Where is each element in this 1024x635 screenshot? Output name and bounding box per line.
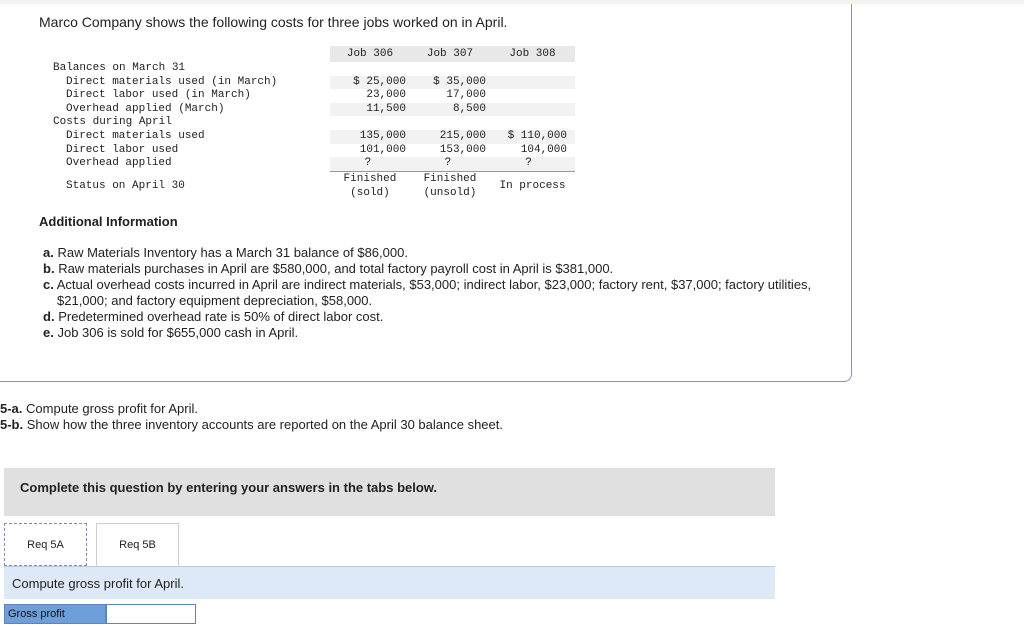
table-row	[39, 103, 575, 117]
intro-text: Marco Company shows the following costs for three jobs worked on in April.	[39, 14, 508, 30]
cell-value: 215,000	[410, 130, 490, 144]
header-job-306: Job 306	[330, 46, 410, 62]
gross-profit-label: Gross profit	[4, 604, 106, 624]
cell-value	[490, 89, 575, 103]
list-item: e. Job 306 is sold for $655,000 cash in April.	[43, 325, 299, 340]
cell-value: $ 35,000	[410, 76, 490, 90]
gross-profit-input[interactable]	[106, 604, 196, 624]
requirement-5b: 5-b. Show how the three inventory accounts are reported on the April 30 balance sheet.	[0, 417, 503, 432]
section-costs: Costs during April	[53, 116, 172, 129]
row-label: Overhead applied	[66, 157, 172, 170]
additional-info-list	[43, 245, 823, 341]
row-label: Direct labor used (in March)	[66, 89, 251, 102]
status-row	[39, 171, 575, 186]
status-job-306-line2: (sold)	[350, 186, 390, 199]
list-item: d. Predetermined overhead rate is 50% of direct labor cost.	[43, 309, 384, 324]
instruction-banner: Complete this question by entering your answers in the tabs below.	[4, 468, 775, 516]
cell-value: 135,000	[330, 130, 410, 144]
row-label: Direct materials used (in March)	[66, 75, 278, 88]
tab-req-5b[interactable]: Req 5B	[96, 523, 179, 566]
row-label: Direct labor used	[66, 143, 179, 156]
requirement-5a: 5-a. Compute gross profit for April.	[0, 401, 198, 416]
cell-value: ?	[330, 157, 410, 171]
table-row	[39, 76, 575, 90]
cell-value: ?	[490, 157, 575, 171]
status-job-308: In process	[490, 171, 575, 200]
cell-value	[490, 103, 575, 117]
list-item: b. Raw materials purchases in April are $580,000, and total factory payroll cost in April is $381,000.	[43, 261, 614, 276]
status-job-307-line1: Finished	[410, 171, 490, 186]
row-label: Overhead applied (March)	[66, 102, 225, 115]
table-row	[39, 130, 575, 144]
cell-value	[490, 76, 575, 90]
header-job-308: Job 308	[490, 46, 575, 62]
cell-value: 101,000	[359, 143, 406, 156]
panel-instruction: Compute gross profit for April.	[4, 566, 775, 599]
list-item: c. Actual overhead costs incurred in April are indirect materials, $53,000; indirect labor, $23,000; factory rent, $37,000; factory utilities, $21,000; and factory equipment depreciation, $58,000.	[43, 277, 812, 308]
table-row	[39, 144, 575, 158]
cell-value: 153,000	[439, 143, 486, 156]
tab-req-5a[interactable]: Req 5A	[4, 523, 87, 566]
section-balances: Balances on March 31	[53, 62, 186, 74]
header-job-307: Job 307	[410, 46, 490, 62]
additional-info-title: Additional Information	[39, 214, 178, 229]
row-label: Status on April 30	[66, 179, 185, 192]
row-label: Direct materials used	[66, 129, 205, 142]
cell-value: 104,000	[520, 143, 567, 156]
cell-value: 17,000	[446, 89, 486, 102]
status-job-306-line1: Finished	[330, 171, 410, 186]
table-row	[39, 157, 575, 171]
cell-value: 23,000	[366, 89, 406, 102]
list-item: a. Raw Materials Inventory has a March 31 balance of $86,000.	[43, 245, 408, 260]
cell-value: $ 25,000	[330, 76, 410, 90]
cell-value: 11,500	[330, 103, 410, 117]
cell-value: $ 110,000	[490, 130, 575, 144]
cell-value: ?	[410, 157, 490, 171]
table-row	[39, 89, 575, 103]
cell-value: 8,500	[410, 103, 490, 117]
status-job-307-line2: (unsold)	[423, 186, 477, 199]
jobs-table	[39, 46, 575, 200]
